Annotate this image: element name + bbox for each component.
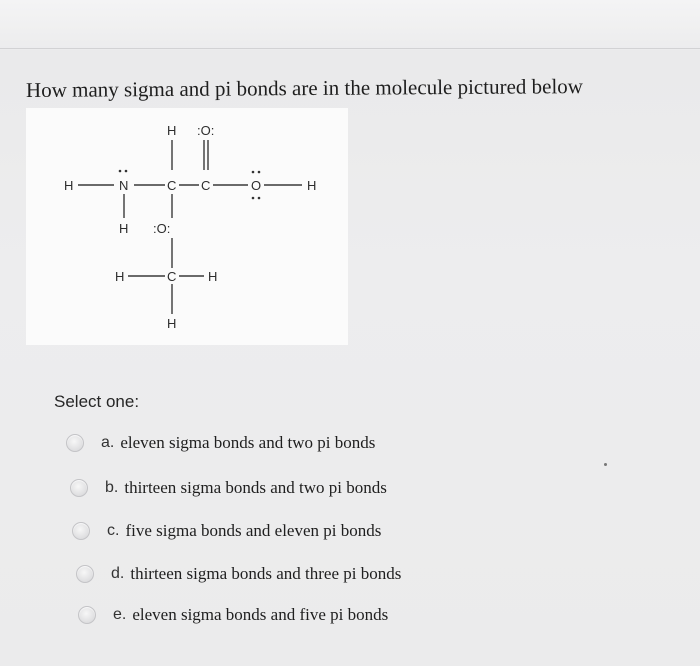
atom-h-left: H bbox=[64, 178, 74, 193]
radio-button-a[interactable] bbox=[66, 434, 84, 452]
option-letter: e. bbox=[113, 606, 127, 623]
option-text: eleven sigma bonds and two pi bonds bbox=[120, 433, 376, 452]
o-lone-pair-dot bbox=[258, 197, 261, 200]
atom-h-below-n: H bbox=[119, 221, 129, 236]
atom-h-methyl-right: H bbox=[208, 269, 218, 284]
option-text: thirteen sigma bonds and three pi bonds bbox=[130, 564, 402, 583]
option-letter: c. bbox=[107, 522, 120, 539]
answer-option-c[interactable] bbox=[72, 521, 381, 541]
o-lone-pair-dot bbox=[252, 171, 255, 174]
molecule-structure bbox=[26, 108, 348, 345]
o-lone-pair-dot bbox=[258, 171, 261, 174]
stray-dot bbox=[604, 463, 607, 466]
atom-h-methyl-left: H bbox=[115, 269, 125, 284]
molecule-figure bbox=[26, 108, 348, 345]
header-divider bbox=[0, 48, 700, 49]
top-header-strip bbox=[0, 0, 700, 50]
option-letter: d. bbox=[111, 565, 125, 582]
answer-option-d[interactable] bbox=[76, 564, 401, 584]
atom-o-top: :O: bbox=[197, 123, 215, 138]
select-one-label: Select one: bbox=[54, 392, 140, 411]
atom-c2: C bbox=[201, 178, 211, 193]
answer-option-e[interactable] bbox=[78, 605, 388, 625]
option-text: eleven sigma bonds and five pi bonds bbox=[132, 605, 389, 624]
option-letter: a. bbox=[101, 434, 115, 451]
n-lone-pair-dot bbox=[125, 170, 128, 173]
atom-o-mid: :O: bbox=[153, 221, 171, 236]
question-text: How many sigma and pi bonds are in the molecule pictured below bbox=[25, 74, 584, 102]
atom-h-right: H bbox=[307, 178, 317, 193]
atom-o-right: O bbox=[251, 178, 262, 193]
atom-n: N bbox=[119, 178, 129, 193]
n-lone-pair-dot bbox=[119, 170, 122, 173]
answer-option-a[interactable] bbox=[66, 433, 375, 453]
option-letter: b. bbox=[105, 479, 119, 496]
radio-button-c[interactable] bbox=[72, 522, 90, 540]
radio-button-b[interactable] bbox=[70, 479, 88, 497]
answer-option-b[interactable] bbox=[70, 478, 387, 498]
option-text: thirteen sigma bonds and two pi bonds bbox=[124, 478, 387, 497]
atom-c1: C bbox=[167, 178, 177, 193]
option-text: five sigma bonds and eleven pi bonds bbox=[125, 521, 382, 540]
radio-button-d[interactable] bbox=[76, 565, 94, 583]
atom-c-methyl: C bbox=[167, 269, 177, 284]
radio-button-e[interactable] bbox=[78, 606, 96, 624]
o-lone-pair-dot bbox=[252, 197, 255, 200]
atom-h-top: H bbox=[167, 123, 177, 138]
atom-h-bottom: H bbox=[167, 316, 177, 331]
